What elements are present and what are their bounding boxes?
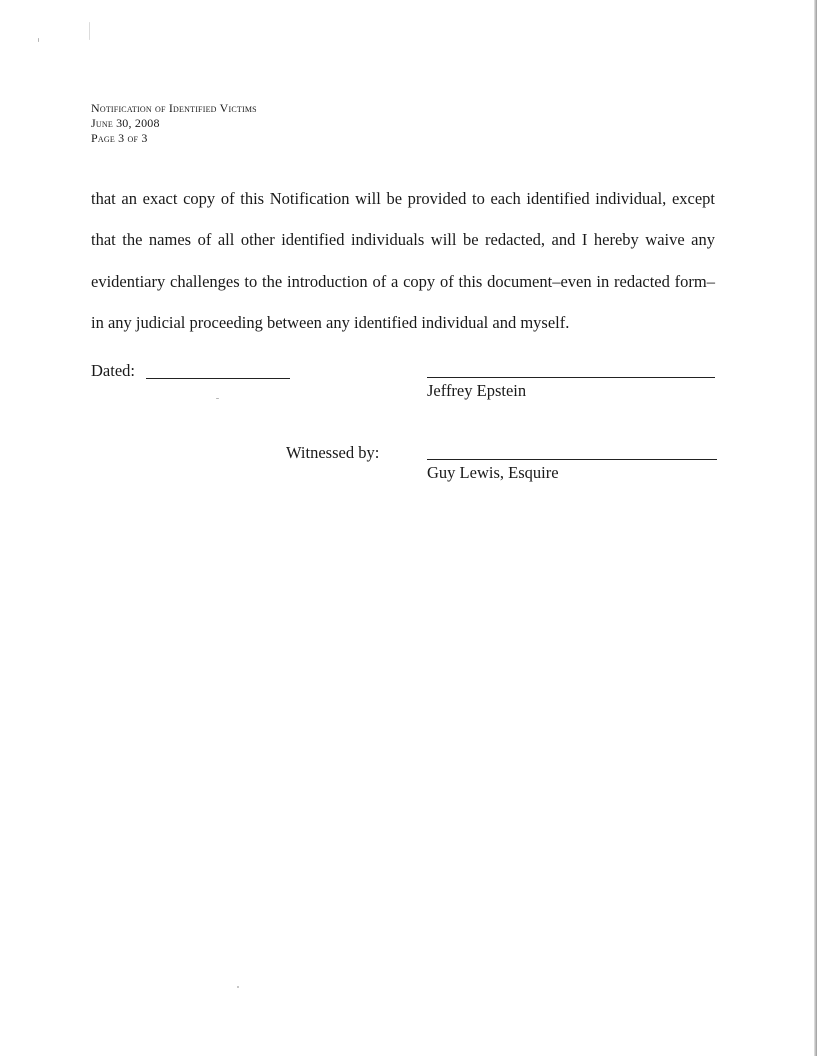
dated-label: Dated: — [91, 361, 135, 380]
body-paragraph: that an exact copy of this Notification will be provided to each identified individual, except that the names of all other identified individuals will be redacted, and I hereby waive any evidentiary challenges to the introduction of a copy of this document–even in redacted form–in any judicial proceeding between any identified individual and myself. — [91, 189, 715, 332]
scan-speck — [216, 398, 219, 399]
document-header — [91, 101, 257, 146]
header-page-number: Page 3 of 3 — [91, 131, 148, 145]
witness-signature-line — [427, 459, 717, 460]
scan-speck — [38, 38, 39, 42]
scan-speck — [237, 986, 239, 988]
signer-name: Jeffrey Epstein — [427, 381, 527, 400]
body-text — [91, 178, 715, 343]
witnessed-label: Witnessed by: — [286, 443, 380, 462]
dated-line — [146, 378, 290, 379]
header-title: Notification of Identified Victims — [91, 101, 257, 115]
signer-signature-line — [427, 377, 715, 378]
witness-name: Guy Lewis, Esquire — [427, 463, 559, 482]
scan-speck — [89, 22, 90, 40]
header-date: June 30, 2008 — [91, 116, 160, 130]
